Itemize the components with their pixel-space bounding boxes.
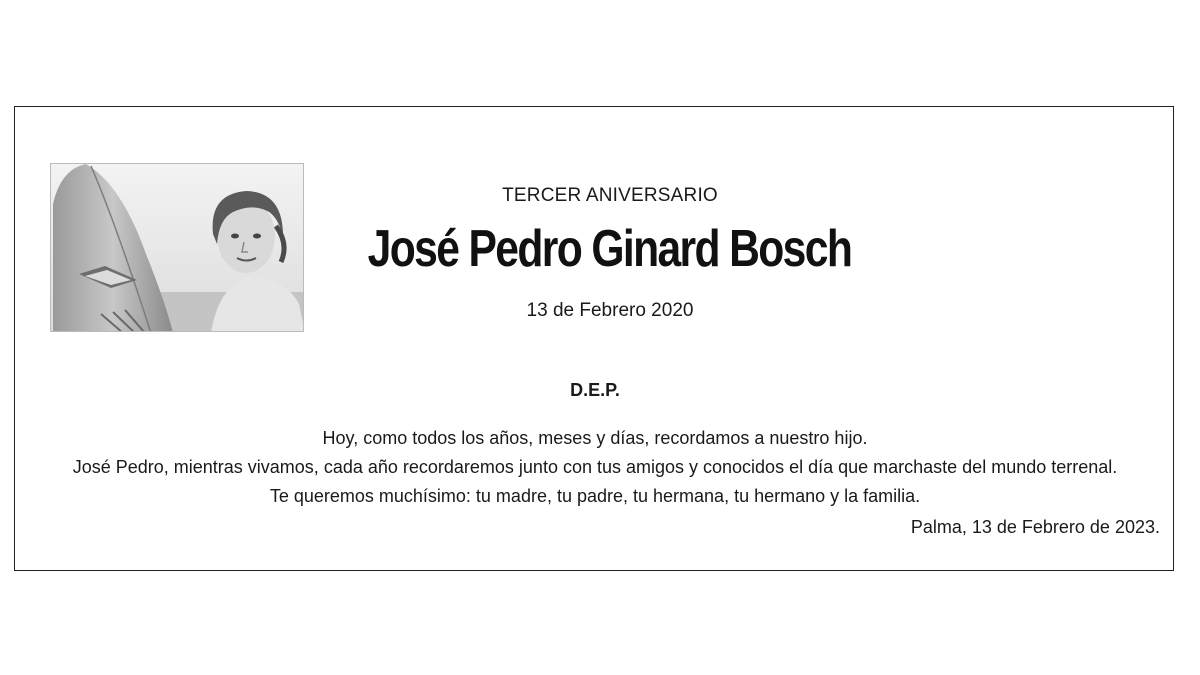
message-line-1: Hoy, como todos los años, meses y días, recordamos a nuestro hijo. bbox=[322, 428, 868, 448]
anniversary-heading: TERCER ANIVERSARIO bbox=[502, 185, 718, 206]
message-line-2: José Pedro, mientras vivamos, cada año recordaremos junto con tus amigos y conocidos el día que marchaste del mundo terrenal. bbox=[72, 457, 1118, 477]
date-of-death: 13 de Febrero 2020 bbox=[526, 300, 694, 321]
obituary-notice bbox=[14, 106, 1174, 571]
deceased-name: José Pedro Ginard Bosch bbox=[367, 220, 852, 278]
place-and-date-signoff: Palma, 13 de Febrero de 2023. bbox=[910, 517, 1160, 537]
message-line-3: Te queremos muchísimo: tu madre, tu padre, tu hermana, tu hermano y la familia. bbox=[269, 486, 921, 506]
rest-in-peace-label: D.E.P. bbox=[570, 380, 620, 400]
